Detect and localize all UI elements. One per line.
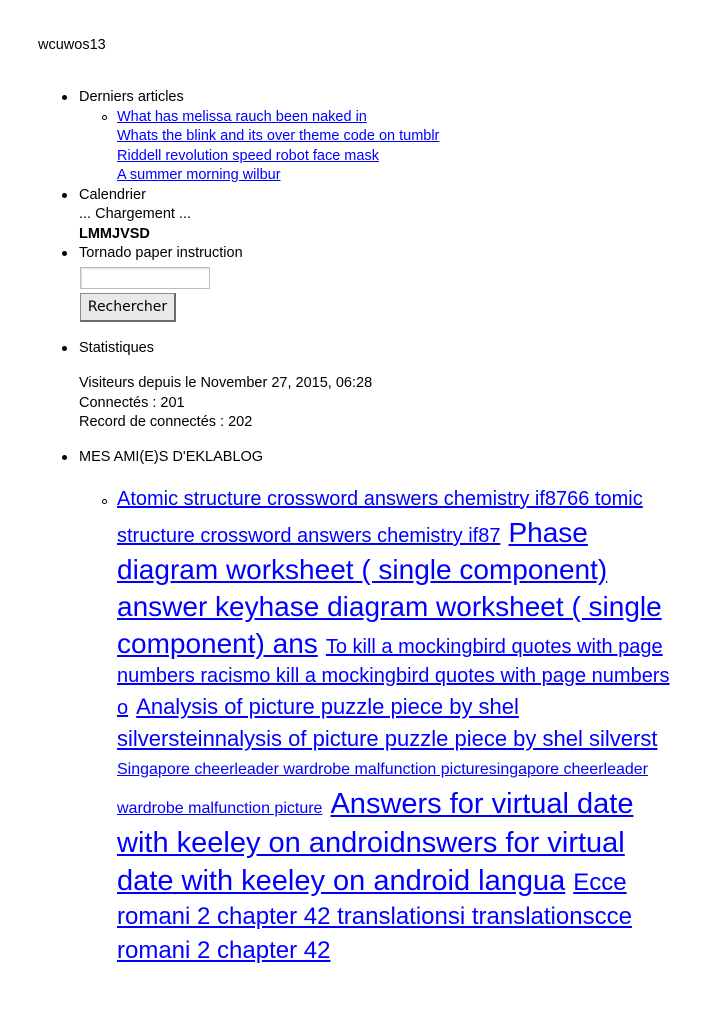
search-title: Tornado paper instruction xyxy=(79,245,243,261)
circle-bullet-icon xyxy=(102,499,107,504)
recent-articles-list xyxy=(79,108,724,186)
search-section xyxy=(0,244,724,322)
calendar-loading: ... Chargement ... xyxy=(79,206,192,222)
friend-link[interactable]: Answers for virtual date with keeley on androidnswers for virtual date with keeley on android langua xyxy=(117,788,634,897)
bullet-icon xyxy=(62,95,67,100)
recent-article-link[interactable]: Whats the blink and its over theme code on tumblr xyxy=(117,128,440,144)
search-button[interactable]: Rechercher xyxy=(80,293,176,322)
list-item xyxy=(79,147,724,167)
friend-link[interactable]: Phase diagram worksheet ( single component) answer keyhase diagram worksheet ( single component) ans xyxy=(117,517,662,659)
stats-block xyxy=(79,374,724,433)
friend-link[interactable]: Atomic structure crossword answers chemistry if8766 tomic structure crossword answers chemistry if87 xyxy=(117,488,643,547)
bullet-icon xyxy=(62,251,67,256)
recent-article-link[interactable]: What has melissa rauch been naked in xyxy=(117,108,367,125)
recent-article-link[interactable]: A summer morning wilbur xyxy=(117,167,281,183)
calendar-section xyxy=(0,186,724,245)
sidebar xyxy=(0,88,724,968)
recent-articles-title: Derniers articles xyxy=(79,89,184,105)
friend-link[interactable]: Ecce romani 2 chapter 42 translationsi translationscce romani 2 chapter 42 xyxy=(117,869,632,964)
friends-tag-cloud xyxy=(117,485,687,968)
stats-visitors: Visiteurs depuis le November 27, 2015, 06:28 xyxy=(79,375,373,391)
stats-connected: Connectés : 201 xyxy=(79,394,185,411)
list-item xyxy=(79,127,724,147)
friend-link[interactable]: Singapore cheerleader wardrobe malfunction picturesingapore cheerleader wardrobe malfunction picture xyxy=(117,761,648,817)
friends-section xyxy=(0,448,724,969)
bullet-icon xyxy=(62,193,67,198)
search-input[interactable] xyxy=(80,267,210,289)
list-item xyxy=(79,108,724,128)
recent-article-link[interactable]: Riddell revolution speed robot face mask xyxy=(117,147,379,164)
friends-cloud-item xyxy=(79,485,724,968)
friend-link[interactable]: To kill a mockingbird quotes with page numbers racismo kill a mockingbird quotes with page numbers o xyxy=(117,636,670,719)
recent-articles-section xyxy=(0,88,724,186)
friend-link[interactable]: Analysis of picture puzzle piece by shel silversteinnalysis of picture puzzle piece by shel silverst xyxy=(117,694,658,751)
stats-title: Statistiques xyxy=(79,339,154,356)
bullet-icon xyxy=(62,346,67,351)
stats-record: Record de connectés : 202 xyxy=(79,414,253,430)
site-title: wcuwos13 xyxy=(38,37,106,53)
circle-bullet-icon xyxy=(102,115,107,120)
calendar-days: LMMJVSD xyxy=(79,225,150,242)
bullet-icon xyxy=(62,455,67,460)
calendar-title: Calendrier xyxy=(79,186,146,203)
sidebar-list xyxy=(0,88,724,968)
friends-title: MES AMI(E)S D'EKLABLOG xyxy=(79,448,264,465)
list-item xyxy=(79,166,724,186)
stats-section xyxy=(0,339,724,433)
